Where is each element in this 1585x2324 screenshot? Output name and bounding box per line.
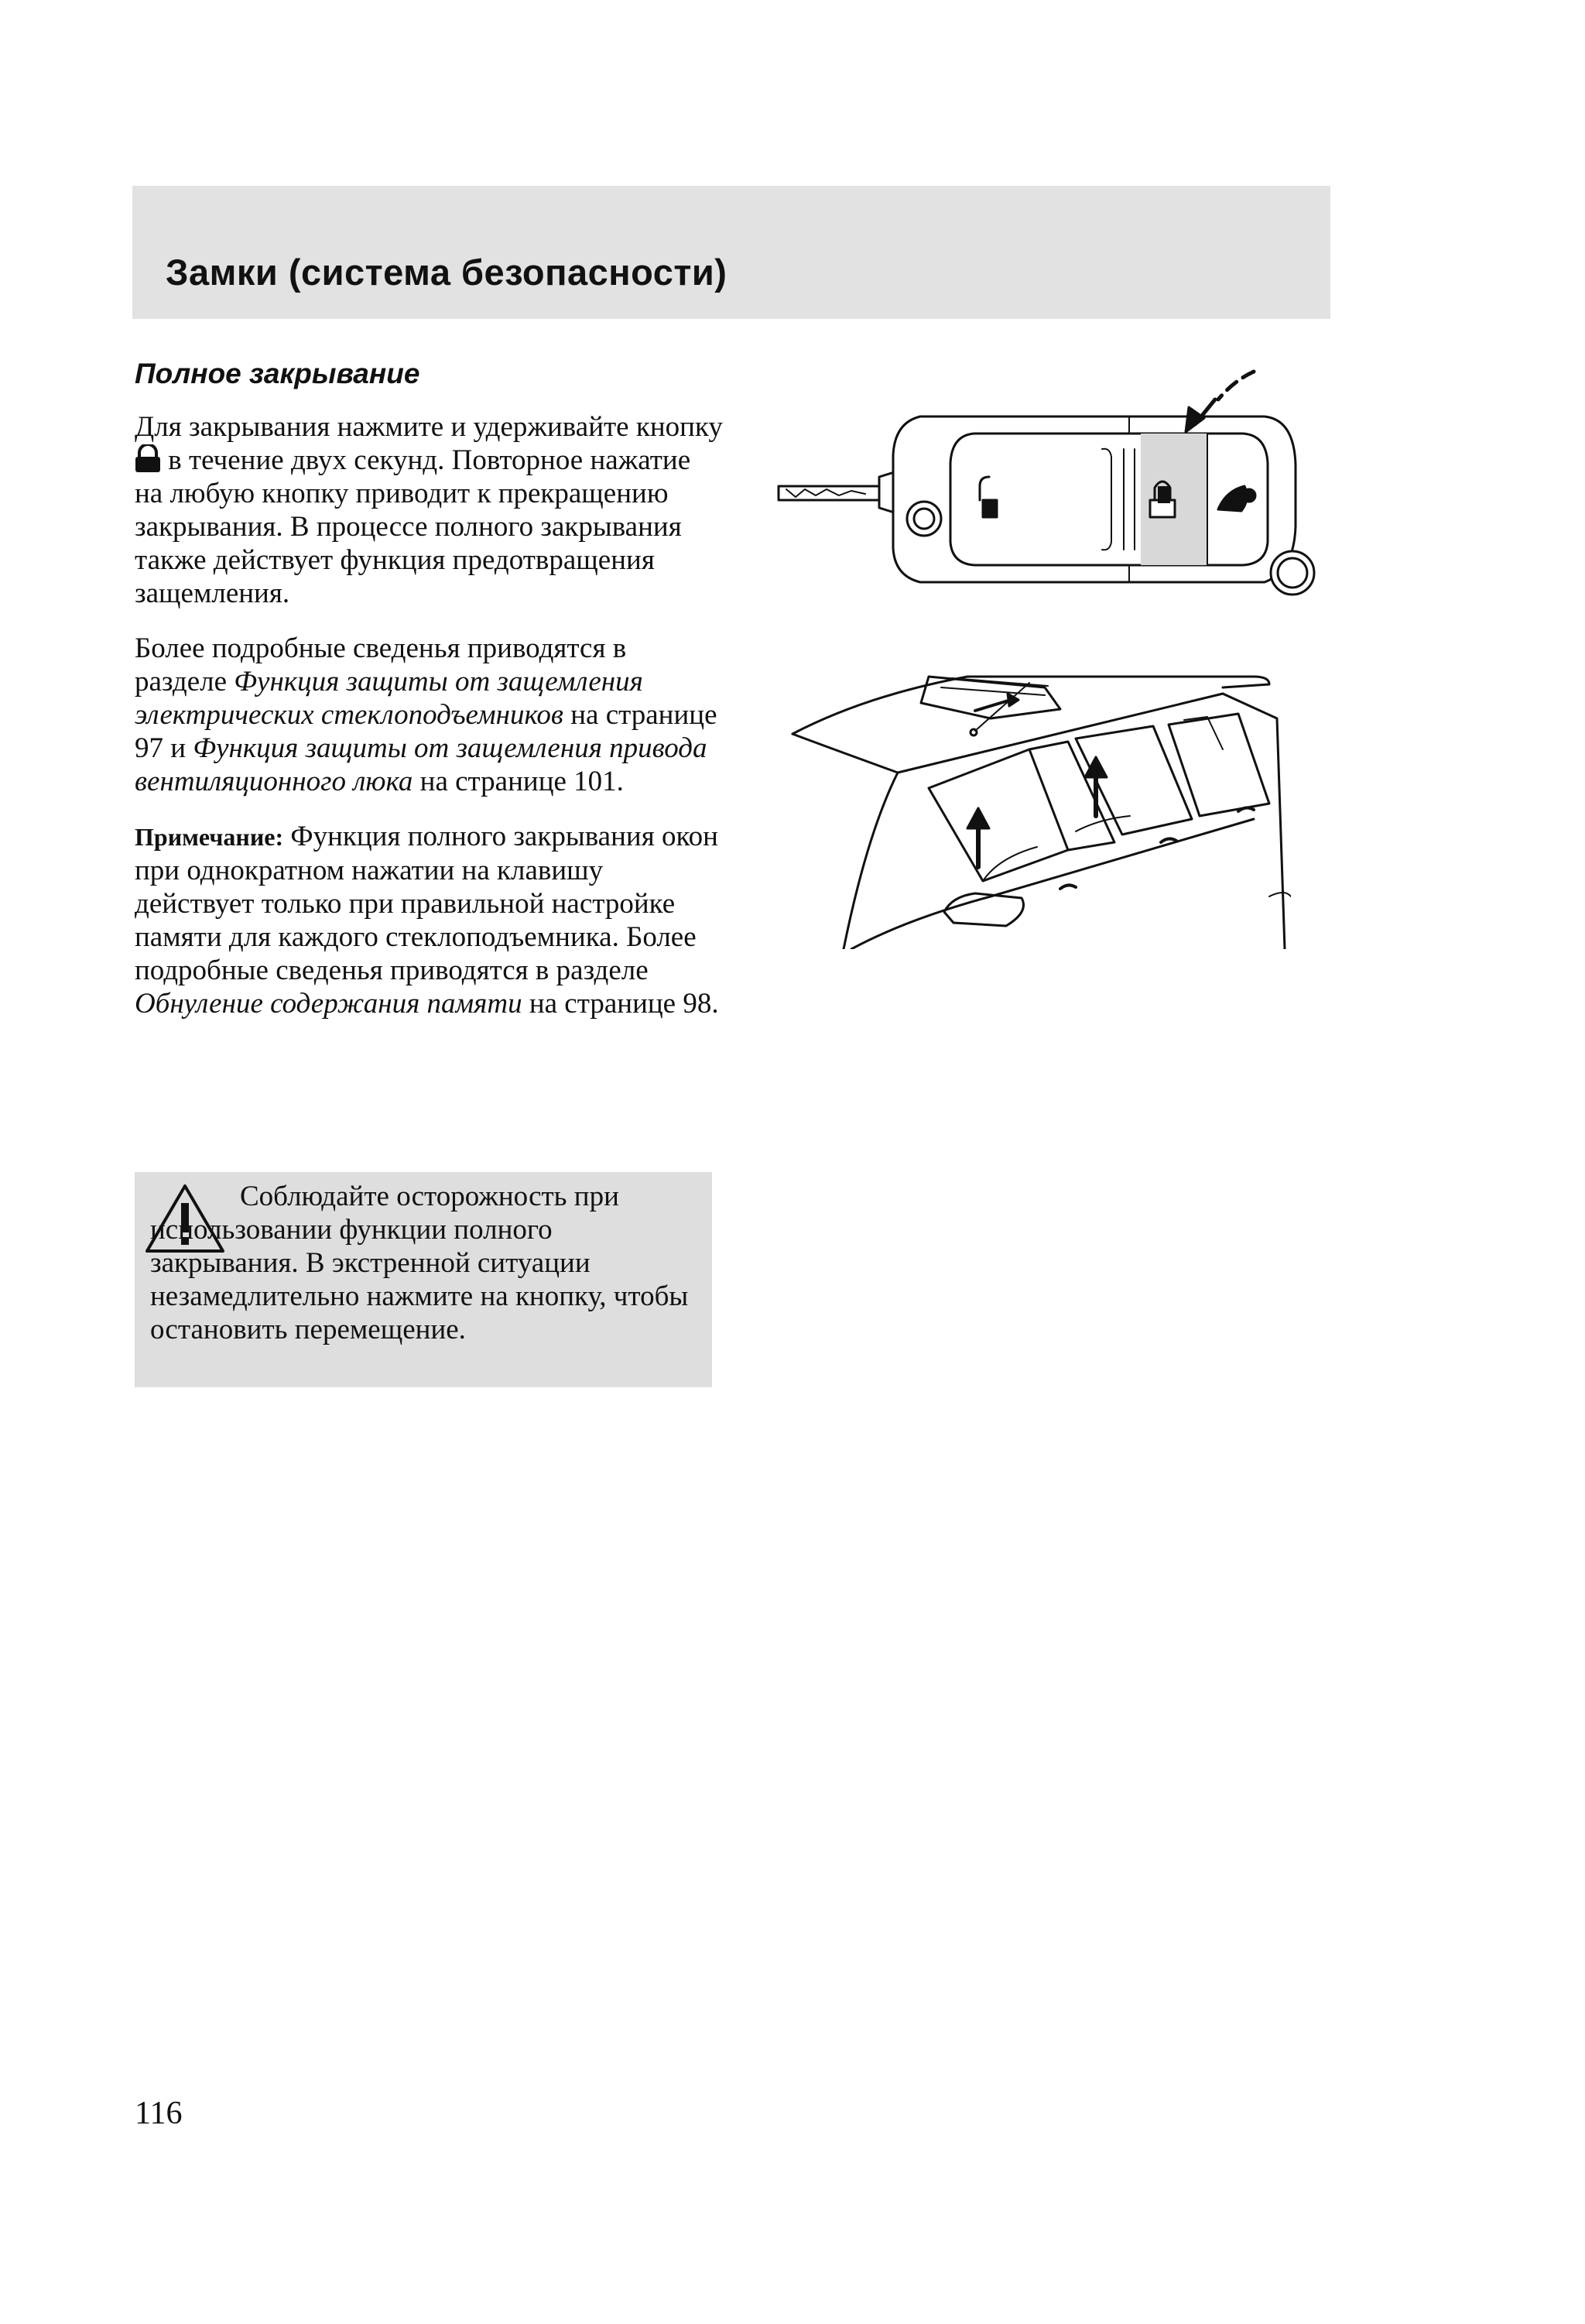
reference-link-window-pinch[interactable]: Функция защиты от защемления электрических стеклоподъемников <box>135 666 643 731</box>
remote-key-fob-illustration <box>777 362 1316 602</box>
lock-icon <box>135 444 161 472</box>
reference-link-memory-reset[interactable]: Обнуление содержания памяти <box>135 988 522 1020</box>
paragraph-instructions: Для закрывания нажмите и удерживайте кнопку в течение двух секунд. Повторное нажатие на любую кнопку приводит к прекращению закрывания. В процессе полного закрывания также действует функция предотвращения защемления. <box>135 411 723 609</box>
warning-text: Соблюдайте осторожность при использовании функции полного закрывания. В экстренной ситуации незамедлительно нажмите на кнопку, чтобы остановить перемещение. <box>150 1181 689 1345</box>
page-number: 116 <box>135 2096 183 2131</box>
main-content <box>135 358 723 1042</box>
car-windows-closing-illustration <box>789 664 1291 949</box>
paragraph-note: Примечание: Функция полного закрывания окон при однократном нажатии на клавишу действует только при правильной настройке памяти для каждого стеклоподъемника. Более подробные сведенья приводятся в разделе Обнуление содержания памяти на странице 98. <box>135 821 719 1020</box>
section-title: Полное закрывание <box>135 358 420 389</box>
reference-link-sunroof-pinch[interactable]: Функция защиты от защемления привода вентиляционного люка <box>135 732 707 797</box>
page-title: Замки (система безопасности) <box>166 252 727 293</box>
page-header <box>132 186 1330 319</box>
warning-box <box>135 1172 712 1387</box>
note-label: Примечание: <box>135 823 284 851</box>
paragraph-references: Более подробные сведенья приводятся в разделе Функция защиты от защемления электрических стеклоподъемников на странице 97 и Функция защиты от защемления привода вентиляционного люка на странице 101. <box>135 632 717 797</box>
